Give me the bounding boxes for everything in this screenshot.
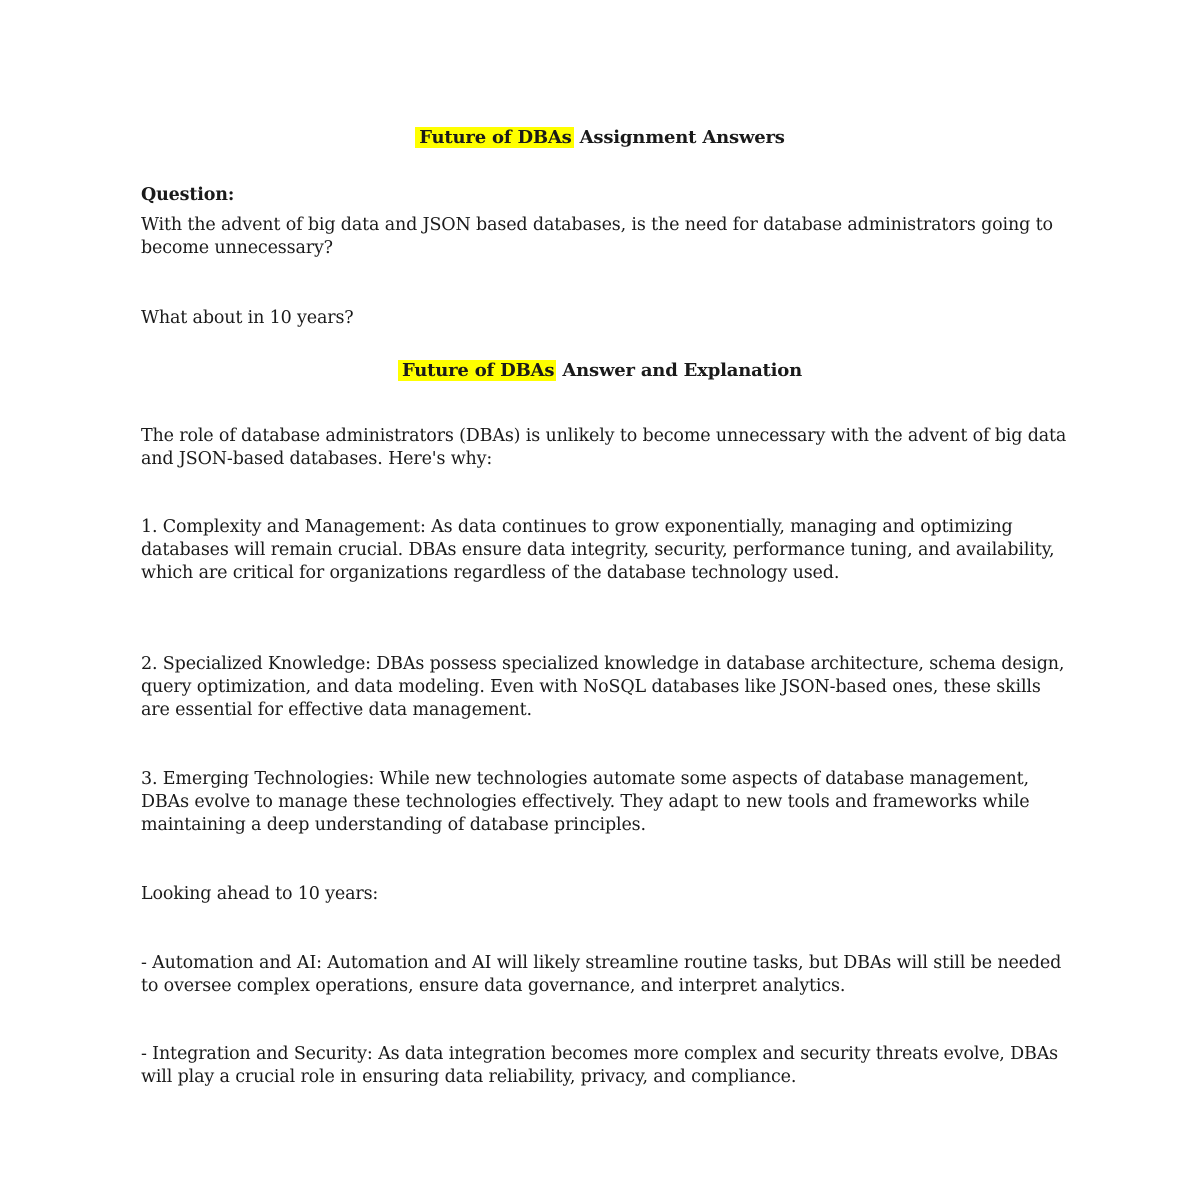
point-complexity: 1. Complexity and Management: As data continues to grow exponentially, managing and optimizing databases will remain crucial. DBAs ensure data integrity, security, performance tuning, and availability, which are critical for organizations regardless of the database technology used. [141,517,1055,583]
title-highlight: Future of DBAs [415,127,573,148]
intro-paragraph: The role of database administrators (DBAs) is unlikely to become unnecessary with the advent of big data and JSON-based databases. Here's why: [141,426,1067,469]
answer-heading [0,359,1200,383]
point-emerging-technologies: 3. Emerging Technologies: While new technologies automate some aspects of database management, DBAs evolve to manage these technologies effectively. They adapt to new tools and frameworks while maintaining a deep understanding of database principles. [141,769,1030,835]
title-rest: Assignment Answers [573,127,785,148]
outlook-automation: - Automation and AI: Automation and AI will likely streamline routine tasks, but DBAs will still be needed to oversee complex operations, ensure data governance, and interpret analytics. [141,953,1062,996]
outlook-heading: Looking ahead to 10 years: [141,884,379,904]
outlook-integration: - Integration and Security: As data integration becomes more complex and security threats evolve, DBAs will play a crucial role in ensuring data reliability, privacy, and compliance. [141,1044,1059,1087]
answer-heading-highlight: Future of DBAs [398,360,556,381]
followup-question: What about in 10 years? [141,308,354,328]
question-label: Question: [141,185,235,205]
point-specialized-knowledge: 2. Specialized Knowledge: DBAs possess specialized knowledge in database architecture, schema design, query optimization, and data modeling. Even with NoSQL databases like JSON-based ones, these skills are essential for effective data management. [141,654,1065,720]
answer-heading-rest: Answer and Explanation [556,360,802,381]
document-title [0,126,1200,150]
question-text: With the advent of big data and JSON based databases, is the need for database administrators going to become unnecessary? [141,215,1053,258]
